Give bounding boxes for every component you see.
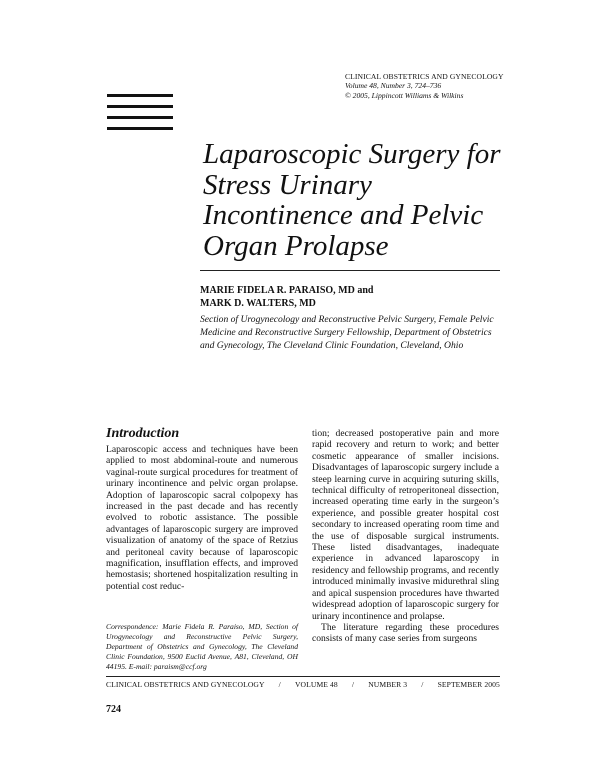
masthead-volume: Volume 48, Number 3, 724–736 <box>345 81 442 91</box>
decorative-bar <box>107 127 173 130</box>
footer-separator: / <box>351 680 355 689</box>
footer-separator: / <box>278 680 281 689</box>
decorative-bar <box>107 94 173 97</box>
section-heading-introduction: Introduction <box>106 426 180 441</box>
body-paragraph: The literature regarding these procedures consists of many case series from surgeons <box>312 621 499 645</box>
body-column-left <box>106 444 298 592</box>
author-affiliation: Section of Urogynecology and Reconstructive Pelvic Surgery, Female Pelvic Medicine and Reconstructive Surgery Fellowship, Department of Obstetrics and Gynecology, The Cleveland Clinic Foundation, Cleveland, Ohio <box>200 314 494 351</box>
footer-separator: / <box>421 680 424 689</box>
footer-journal: CLINICAL OBSTETRICS AND GYNECOLOGY <box>106 680 265 689</box>
author-2: MARK D. WALTERS, MD <box>200 298 316 309</box>
decorative-bar <box>107 105 173 108</box>
footer-divider <box>106 676 500 677</box>
masthead-copyright: © 2005, Lippincott Williams & Wilkins <box>345 90 464 100</box>
page-number: 724 <box>106 704 121 715</box>
author-list <box>200 284 500 310</box>
correspondence-note: Correspondence: Marie Fidela R. Paraiso, MD, Section of Urogynecology and Reconstructive Pelvic Surgery, Department of Obstetrics and Gynecology, The Cleveland Clinic Foundation, 9500 Euclid Avenue, A81, Cleveland, OH 44195. E-mail: paraism@ccf.org <box>106 622 298 671</box>
footer-date: SEPTEMBER 2005 <box>437 680 500 689</box>
footer-volume: VOLUME 48 <box>294 680 338 689</box>
masthead-journal: CLINICAL OBSTETRICS AND GYNECOLOGY <box>345 72 504 81</box>
decorative-bars <box>107 94 173 138</box>
body-paragraph: Laparoscopic access and techniques have been applied to most abdominal-route and numerous vaginal-route surgical procedures for treatment of urinary incontinence and pelvic organ prolapse. Adoption of laparoscopic sacral colpopexy has increased in the past decade and has recently evolved to robotic assistance. The possible advantages of laparoscopic surgery are improved visualization of anatomy of the space of Retzius and peritoneal cavity because of laparoscopic magnification, insufflation effects, and improved hemostasis; shortened hospitalization resulting in potential cost reduc- <box>106 444 298 592</box>
running-footer <box>106 680 500 690</box>
article-title: Laparoscopic Surgery for Stress Urinary Incontinence and Pelvic Organ Prolapse <box>203 138 501 262</box>
body-paragraph: tion; decreased postoperative pain and more rapid recovery and return to work; and better cosmetic appearance of smaller incisions. Disadvantages of laparoscopic surgery include a steep learning curve in acquiring suturing skills, technical difficulty of retroperitoneal dissection, increased operating time early in the surgeon’s experience, and possible greater hospital cost secondary to increased operating room time and the use of disposable surgical instruments. These listed disadvantages, inadequate experience in advanced laparoscopy in residency and fellowship programs, and recently introduced minimally invasive midurethral sling and apical suspension procedures have thwarted widespread adoption of laparoscopic surgery for urinary incontinence and prolapse. <box>312 428 499 622</box>
body-column-right <box>312 428 499 645</box>
footer-number: NUMBER 3 <box>368 680 408 689</box>
decorative-bar <box>107 116 173 119</box>
title-divider <box>200 270 500 271</box>
author-1: MARIE FIDELA R. PARAISO, MD and <box>200 285 374 296</box>
journal-masthead <box>345 72 545 100</box>
